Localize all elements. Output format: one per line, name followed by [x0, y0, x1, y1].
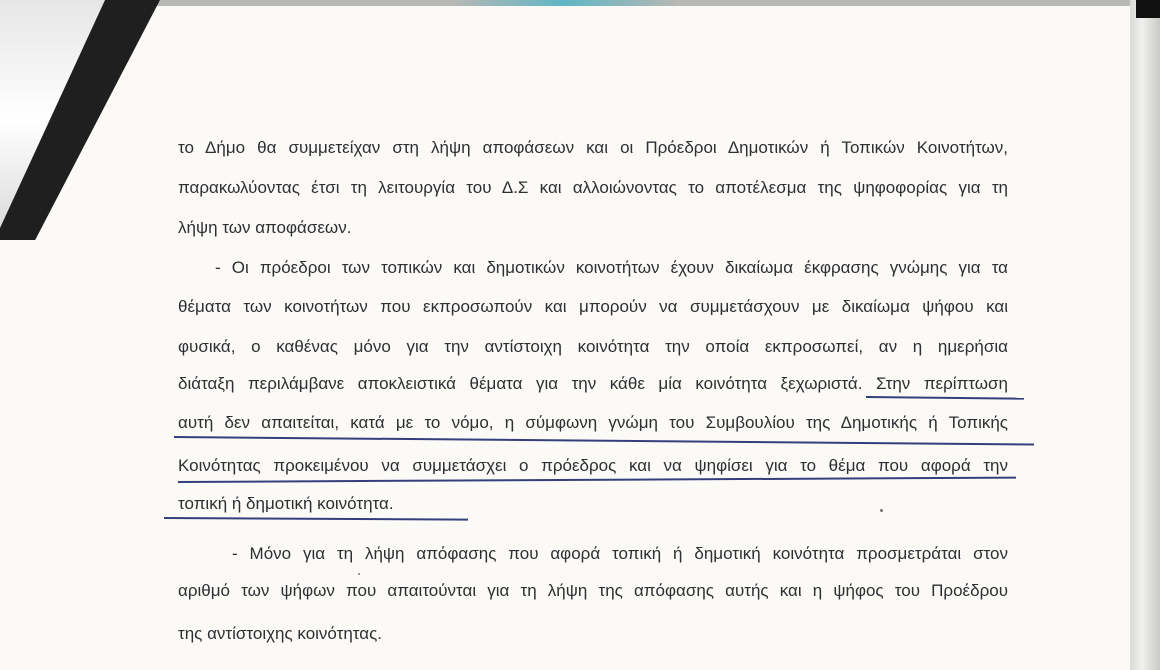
top-edge-strip: [0, 0, 1130, 6]
text-line: Κοινότητας προκειμένου να συμμετάσχει ο πρόεδρος και να ψηφίσει για το θέμα που αφορά την: [178, 456, 1008, 475]
text-line: τοπική ή δημοτική κοινότητα.: [178, 494, 394, 513]
text-line: το Δήμο θα συμμετείχαν στη λήψη αποφάσεων και οι Πρόεδροι Δημοτικών ή Τοπικών Κοινοτήτων,: [178, 138, 1008, 157]
text-line: - Μόνο για τη λήψη απόφασης που αφορά τοπική ή δημοτική κοινότητα προσμετράται στον: [232, 544, 1008, 563]
scan-speck: [358, 573, 360, 575]
page-right-edge: [1130, 0, 1160, 670]
text-line: θέματα των κοινοτήτων που εκπροσωπούν και μπορούν να συμμετάσχουν με δικαίωμα ψήφου και: [178, 297, 1008, 316]
pen-underline: [174, 436, 1034, 445]
text-line: αριθμό των ψήφων που απαιτούνται για τη λήψη της απόφασης αυτής και η ψήφος του Προέδρου: [178, 581, 1008, 600]
pen-underline: [178, 477, 1016, 483]
text-line: της αντίστοιχης κοινότητας.: [178, 624, 383, 643]
text-line: αυτή δεν απαιτείται, κατά με το νόμο, η σύμφωνη γνώμη του Συμβουλίου της Δημοτικής ή Τοπικής: [178, 413, 1008, 432]
text-line: φυσικά, ο καθένας μόνο για την αντίστοιχη κοινότητα την οποία εκπροσωπεί, αν η ημερήσια: [178, 337, 1008, 356]
text-line: διάταξη περιλάμβανε αποκλειστικά θέματα για την κάθε μία κοινότητα ξεχωριστά. Στην περίπτωση: [178, 374, 1008, 393]
text-line: λήψη των αποφάσεων.: [178, 218, 352, 237]
scan-speck: [880, 509, 883, 512]
text-line: - Οι πρόεδροι των τοπικών και δημοτικών κοινοτήτων έχουν δικαίωμα έκφρασης γνώμης για τα: [215, 258, 1008, 277]
pen-underline: [866, 396, 1024, 399]
text-line: παρακωλύοντας έτσι τη λειτουργία του Δ.Σ και αλλοιώνοντας το αποτέλεσμα της ψηφοφορίας για τη: [178, 178, 1008, 197]
pen-underline: [164, 517, 468, 520]
